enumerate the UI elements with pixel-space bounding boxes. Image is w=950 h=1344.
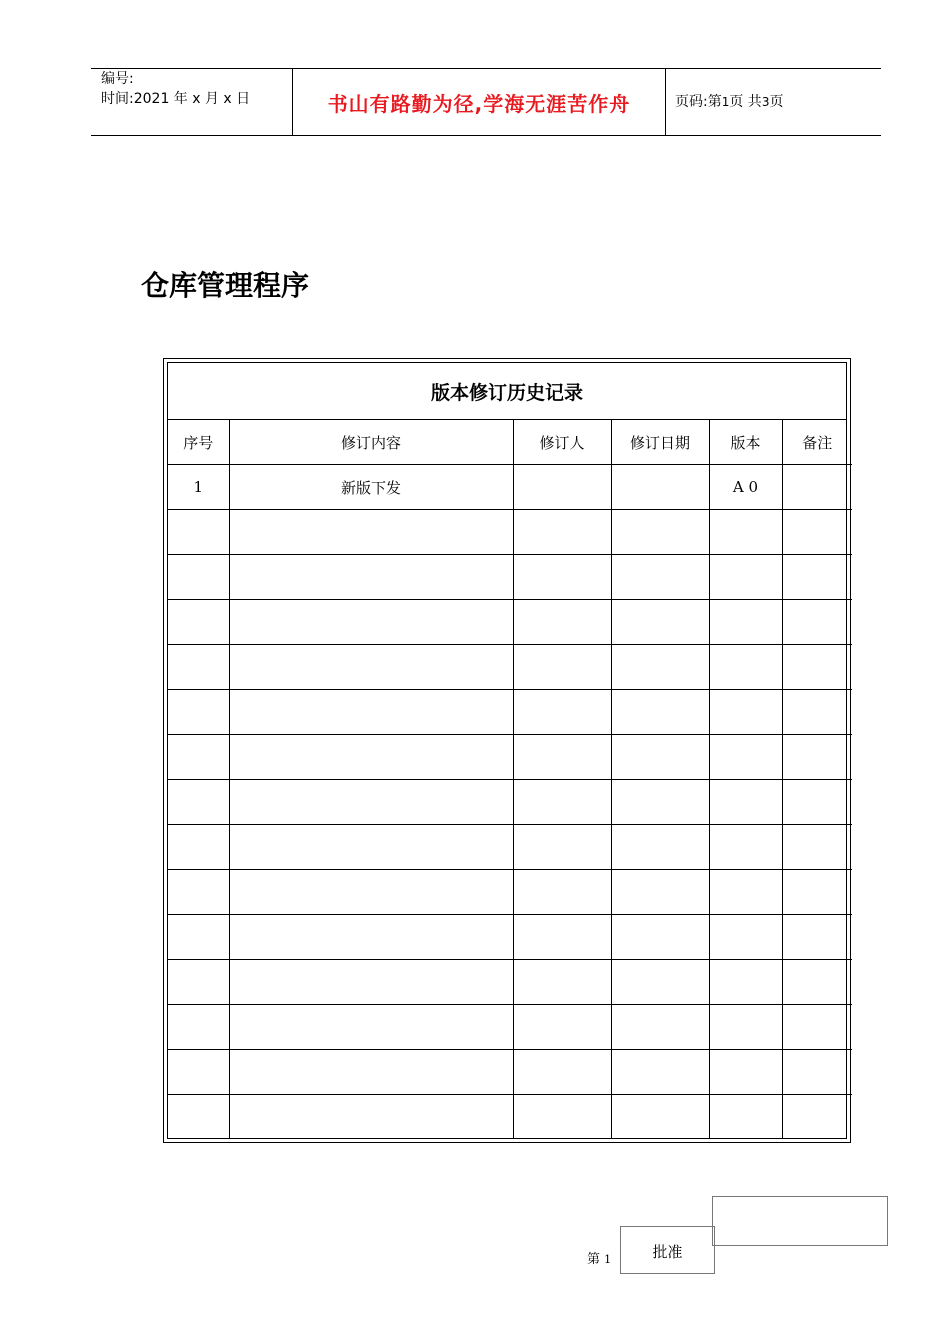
cell-seq — [168, 780, 229, 825]
cell-remarks — [782, 645, 852, 690]
cell-reviser — [513, 645, 611, 690]
header-page-prefix: 页码:第 — [675, 94, 722, 110]
cell-content — [229, 510, 513, 555]
column-header-version: 版本 — [709, 420, 782, 465]
footer-page-value: 1 — [604, 1253, 612, 1266]
cell-remarks — [782, 915, 852, 960]
cell-seq — [168, 735, 229, 780]
header-page-indicator — [675, 93, 783, 111]
cell-seq — [168, 960, 229, 1005]
cell-content — [229, 735, 513, 780]
cell-reviser — [513, 870, 611, 915]
cell-reviser — [513, 1005, 611, 1050]
table-row — [168, 690, 852, 735]
cell-remarks — [782, 1050, 852, 1095]
footer-page-prefix: 第 — [587, 1252, 601, 1267]
cell-date — [611, 510, 709, 555]
cell-date — [611, 1050, 709, 1095]
cell-date — [611, 735, 709, 780]
signature-box — [712, 1196, 888, 1246]
table-row — [168, 1095, 852, 1140]
revision-table-grid — [168, 420, 852, 1139]
header-page-suffix: 页 — [769, 94, 784, 110]
cell-version — [709, 1095, 782, 1140]
table-row — [168, 780, 852, 825]
cell-remarks — [782, 780, 852, 825]
revision-table-caption: 版本修订历史记录 — [168, 363, 846, 420]
column-header-remarks: 备注 — [782, 420, 852, 465]
cell-date — [611, 870, 709, 915]
cell-reviser — [513, 690, 611, 735]
cell-content — [229, 1095, 513, 1140]
table-row — [168, 825, 852, 870]
cell-content — [229, 555, 513, 600]
revision-table-body — [168, 465, 852, 1140]
cell-seq — [168, 600, 229, 645]
cell-content — [229, 1050, 513, 1095]
table-row — [168, 465, 852, 510]
cell-reviser — [513, 555, 611, 600]
cell-version — [709, 735, 782, 780]
cell-seq — [168, 555, 229, 600]
cell-reviser — [513, 510, 611, 555]
cell-reviser — [513, 780, 611, 825]
cell-content — [229, 780, 513, 825]
cell-remarks — [782, 960, 852, 1005]
cell-seq: 1 — [168, 465, 229, 510]
document-title: 仓库管理程序 — [141, 269, 310, 302]
cell-date — [611, 690, 709, 735]
table-row — [168, 555, 852, 600]
cell-date — [611, 825, 709, 870]
cell-seq — [168, 645, 229, 690]
cell-date — [611, 465, 709, 510]
header-divider-right — [665, 68, 666, 136]
table-row — [168, 960, 852, 1005]
table-row — [168, 1005, 852, 1050]
table-row — [168, 510, 852, 555]
table-header-row — [168, 420, 852, 465]
cell-remarks — [782, 870, 852, 915]
cell-seq — [168, 1005, 229, 1050]
cell-reviser — [513, 825, 611, 870]
cell-reviser — [513, 1095, 611, 1140]
cell-version — [709, 915, 782, 960]
cell-seq — [168, 690, 229, 735]
column-header-reviser: 修订人 — [513, 420, 611, 465]
cell-reviser — [513, 600, 611, 645]
cell-version — [709, 1050, 782, 1095]
cell-content — [229, 825, 513, 870]
cell-version — [709, 510, 782, 555]
cell-seq — [168, 825, 229, 870]
revision-table-frame — [163, 358, 851, 1143]
cell-date — [611, 555, 709, 600]
cell-date — [611, 780, 709, 825]
footer-page-number — [587, 1248, 611, 1267]
column-header-date: 修订日期 — [611, 420, 709, 465]
cell-remarks — [782, 510, 852, 555]
header-code-label: 编号: — [101, 71, 134, 87]
cell-version — [709, 645, 782, 690]
cell-content — [229, 600, 513, 645]
cell-remarks — [782, 690, 852, 735]
cell-seq — [168, 1050, 229, 1095]
table-row — [168, 1050, 852, 1095]
cell-date — [611, 645, 709, 690]
cell-content — [229, 960, 513, 1005]
header-page-total: 3 — [761, 95, 770, 109]
cell-remarks — [782, 1095, 852, 1140]
approve-box — [620, 1226, 715, 1274]
cell-seq — [168, 1095, 229, 1140]
cell-content — [229, 870, 513, 915]
cell-content — [229, 645, 513, 690]
cell-remarks — [782, 1005, 852, 1050]
cell-version — [709, 780, 782, 825]
cell-reviser — [513, 1050, 611, 1095]
cell-reviser — [513, 960, 611, 1005]
approve-label: 批准 — [652, 1243, 683, 1261]
table-row — [168, 915, 852, 960]
header-page-mid: 页 共 — [729, 94, 762, 110]
revision-table — [167, 362, 847, 1139]
cell-remarks — [782, 600, 852, 645]
table-row — [168, 645, 852, 690]
cell-date — [611, 1095, 709, 1140]
cell-remarks — [782, 555, 852, 600]
cell-version — [709, 870, 782, 915]
cell-seq — [168, 915, 229, 960]
cell-version: A 0 — [709, 465, 782, 510]
column-header-seq: 序号 — [168, 420, 229, 465]
cell-version — [709, 600, 782, 645]
header-bottom-rule — [91, 135, 881, 136]
cell-remarks — [782, 825, 852, 870]
cell-seq — [168, 510, 229, 555]
cell-content — [229, 690, 513, 735]
table-row — [168, 735, 852, 780]
cell-seq — [168, 870, 229, 915]
cell-date — [611, 915, 709, 960]
cell-date — [611, 1005, 709, 1050]
cell-reviser — [513, 465, 611, 510]
header-page-current: 1 — [721, 95, 730, 109]
cell-version — [709, 960, 782, 1005]
cell-version — [709, 690, 782, 735]
cell-reviser — [513, 735, 611, 780]
header-time-label: 时间:2021 年 x 月 x 日 — [101, 91, 251, 107]
cell-date — [611, 600, 709, 645]
header-motto: 书山有路勤为径,学海无涯苦作舟 — [327, 92, 631, 116]
cell-date — [611, 960, 709, 1005]
cell-version — [709, 825, 782, 870]
cell-remarks — [782, 465, 852, 510]
cell-content: 新版下发 — [229, 465, 513, 510]
cell-content — [229, 915, 513, 960]
column-header-content: 修订内容 — [229, 420, 513, 465]
header-top-rule — [91, 68, 881, 69]
cell-reviser — [513, 915, 611, 960]
cell-remarks — [782, 735, 852, 780]
cell-version — [709, 555, 782, 600]
table-row — [168, 870, 852, 915]
table-row — [168, 600, 852, 645]
cell-content — [229, 1005, 513, 1050]
cell-version — [709, 1005, 782, 1050]
